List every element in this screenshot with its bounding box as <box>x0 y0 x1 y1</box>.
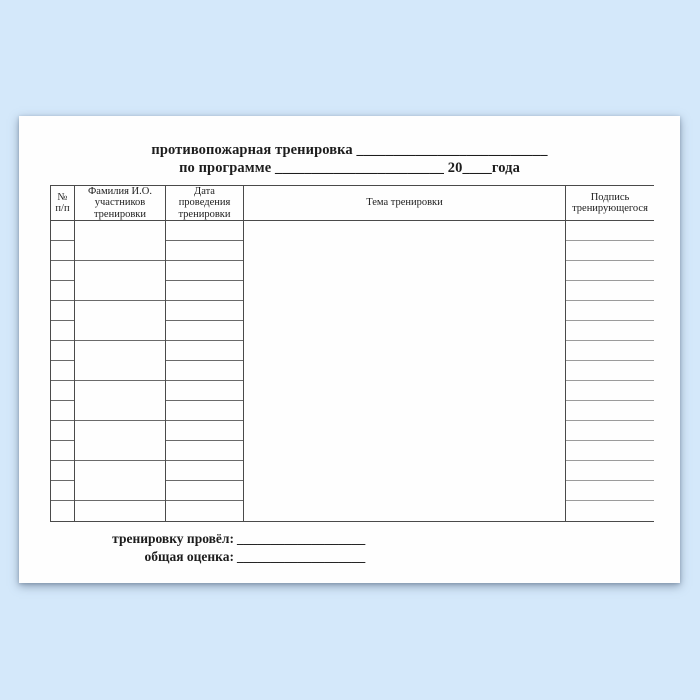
empty-row-cell <box>51 221 74 241</box>
empty-row-cell <box>51 361 74 381</box>
number-column-cells <box>51 221 75 521</box>
empty-row-cell <box>166 281 243 301</box>
empty-row-cell <box>51 401 74 421</box>
empty-row-cell <box>51 261 74 281</box>
empty-row-cell <box>566 241 654 261</box>
empty-row-cell <box>566 421 654 441</box>
empty-row-cell <box>166 301 243 321</box>
empty-row-cell <box>51 321 74 341</box>
title-line-2-suffix: года <box>491 160 520 176</box>
empty-row-cell <box>166 261 243 281</box>
table-body <box>51 221 654 521</box>
empty-row-cell <box>166 321 243 341</box>
header-signature-column: Подпись тренирующегося <box>572 191 648 214</box>
empty-row-cell <box>75 421 165 461</box>
form-footer <box>19 530 680 565</box>
empty-row-cell <box>566 481 654 501</box>
empty-row-cell <box>166 421 243 441</box>
signature-column-cells <box>566 221 654 521</box>
title-line-1-label: противопожарная тренировка <box>151 142 353 158</box>
empty-row-cell <box>566 361 654 381</box>
header-date-column: Дата проведения тренировки <box>166 186 244 220</box>
empty-row-cell <box>166 361 243 381</box>
empty-row-cell <box>75 261 165 301</box>
title-line-2-label: по программе <box>179 160 272 176</box>
topic-column-cell <box>244 221 566 521</box>
empty-row-cell <box>566 381 654 401</box>
empty-row-cell <box>75 501 165 521</box>
empty-row-cell <box>566 321 654 341</box>
empty-row-cell <box>75 461 165 501</box>
empty-row-cell <box>166 401 243 421</box>
empty-row-cell <box>166 381 243 401</box>
header-name-column: Фамилия И.О. участников тренировки <box>75 186 166 220</box>
empty-row-cell <box>51 281 74 301</box>
grade-blank: ___________________ <box>237 548 366 564</box>
empty-row-cell <box>566 501 654 521</box>
empty-row-cell <box>51 241 74 261</box>
grade-label: общая оценка: <box>144 548 234 564</box>
empty-row-cell <box>75 341 165 381</box>
title-line-2-year-blank: ____ <box>462 160 492 176</box>
empty-row-cell <box>166 481 243 501</box>
form-title <box>19 141 680 177</box>
empty-row-cell <box>566 261 654 281</box>
conductor-label: тренировку провёл: <box>112 531 234 546</box>
title-line-1 <box>19 141 680 159</box>
empty-row-cell <box>51 441 74 461</box>
empty-row-cell <box>566 301 654 321</box>
title-line-2-blank: _______________________ <box>274 160 445 176</box>
empty-row-cell <box>566 401 654 421</box>
empty-row-cell <box>166 341 243 361</box>
empty-row-cell <box>51 381 74 401</box>
empty-row-cell <box>51 301 74 321</box>
empty-row-cell <box>166 241 243 261</box>
empty-row-cell <box>75 221 165 261</box>
empty-row-cell <box>51 481 74 501</box>
empty-row-cell <box>566 341 654 361</box>
empty-row-cell <box>75 381 165 421</box>
title-line-2-year: 20 <box>447 160 463 176</box>
empty-row-cell <box>166 221 243 241</box>
empty-row-cell <box>166 461 243 481</box>
empty-row-cell <box>51 341 74 361</box>
date-column-cells <box>166 221 244 521</box>
empty-row-cell <box>51 501 74 521</box>
empty-row-cell <box>566 441 654 461</box>
footer-line-grade <box>19 548 680 566</box>
empty-row-cell <box>51 421 74 441</box>
title-line-2 <box>19 159 680 177</box>
form-page <box>19 116 680 583</box>
footer-line-conductor <box>19 530 680 548</box>
training-log-table <box>50 185 654 522</box>
empty-row-cell <box>166 441 243 461</box>
empty-row-cell <box>166 501 243 521</box>
empty-row-cell <box>566 281 654 301</box>
table-header-row <box>51 186 654 221</box>
header-number-column: № п/п <box>51 186 75 220</box>
empty-row-cell <box>566 221 654 241</box>
empty-row-cell <box>75 301 165 341</box>
empty-row-cell <box>51 461 74 481</box>
conductor-blank: ___________________ <box>237 531 366 546</box>
title-line-1-blank: __________________________ <box>356 142 548 158</box>
name-column-cells <box>75 221 166 521</box>
empty-row-cell <box>566 461 654 481</box>
header-topic-column: Тема тренировки <box>244 186 566 220</box>
